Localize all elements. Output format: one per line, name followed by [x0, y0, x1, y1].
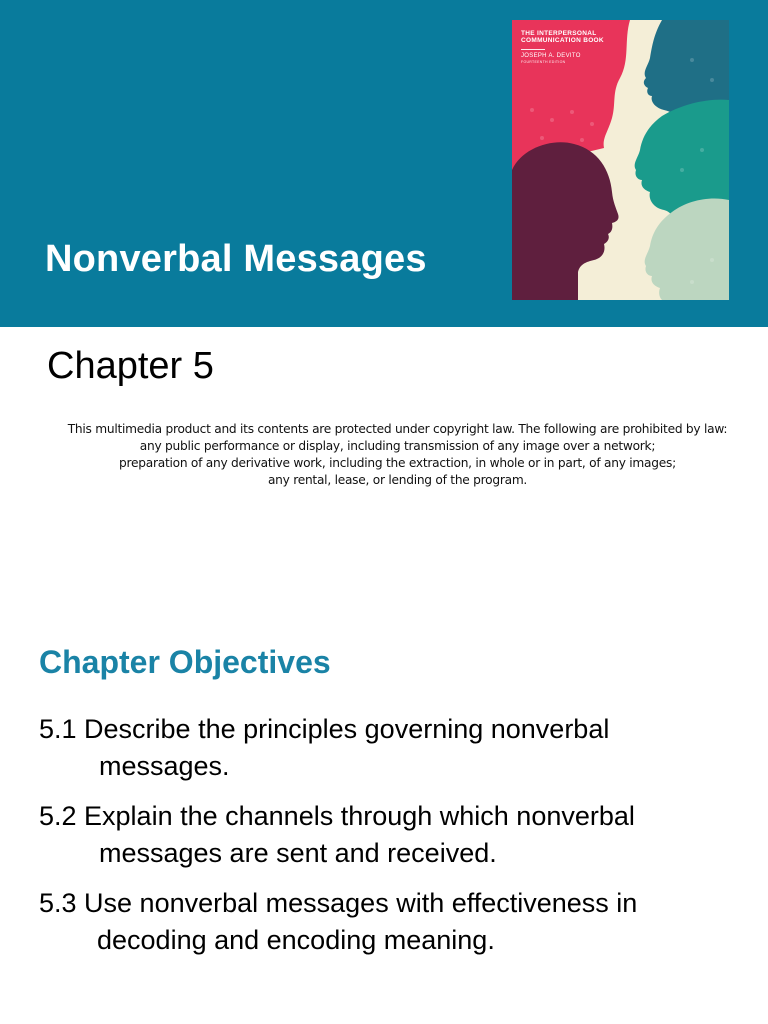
cover-edition: FOURTEENTH EDITION: [521, 59, 566, 64]
chapter-label: Chapter 5: [47, 345, 214, 387]
objective-line: 5.3 Use nonverbal messages with effectiveness in: [39, 888, 638, 918]
objective-line: 5.2 Explain the channels through which nonverbal: [39, 801, 635, 831]
objective-line-continued: decoding and encoding meaning.: [97, 925, 495, 955]
copyright-line: any public performance or display, including transmission of any image over a network;: [139, 439, 656, 453]
copyright-line: preparation of any derivative work, including the extraction, in whole or in part, of any images;: [119, 456, 676, 470]
slide-title: Nonverbal Messages: [45, 238, 427, 280]
copyright-line: This multimedia product and its contents are protected under copyright law. The following are prohibited by law:: [67, 422, 728, 436]
objectives-heading: Chapter Objectives: [39, 644, 331, 680]
objective-item: [39, 711, 609, 785]
copyright-notice: [40, 421, 755, 489]
book-cover-image: [512, 20, 729, 300]
objective-item: [39, 798, 635, 872]
objective-line-continued: messages are sent and received.: [99, 838, 497, 868]
copyright-line: any rental, lease, or lending of the program.: [267, 473, 528, 487]
objective-line: 5.1 Describe the principles governing nonverbal: [39, 714, 610, 744]
objective-item: [39, 885, 637, 959]
cover-title: THE INTERPERSONAL COMMUNICATION BOOK: [521, 30, 604, 45]
cover-text-block: [521, 30, 641, 64]
cover-author: JOSEPH A. DEVITO: [521, 52, 581, 59]
cover-divider: [521, 49, 545, 50]
objective-line-continued: messages.: [99, 751, 230, 781]
